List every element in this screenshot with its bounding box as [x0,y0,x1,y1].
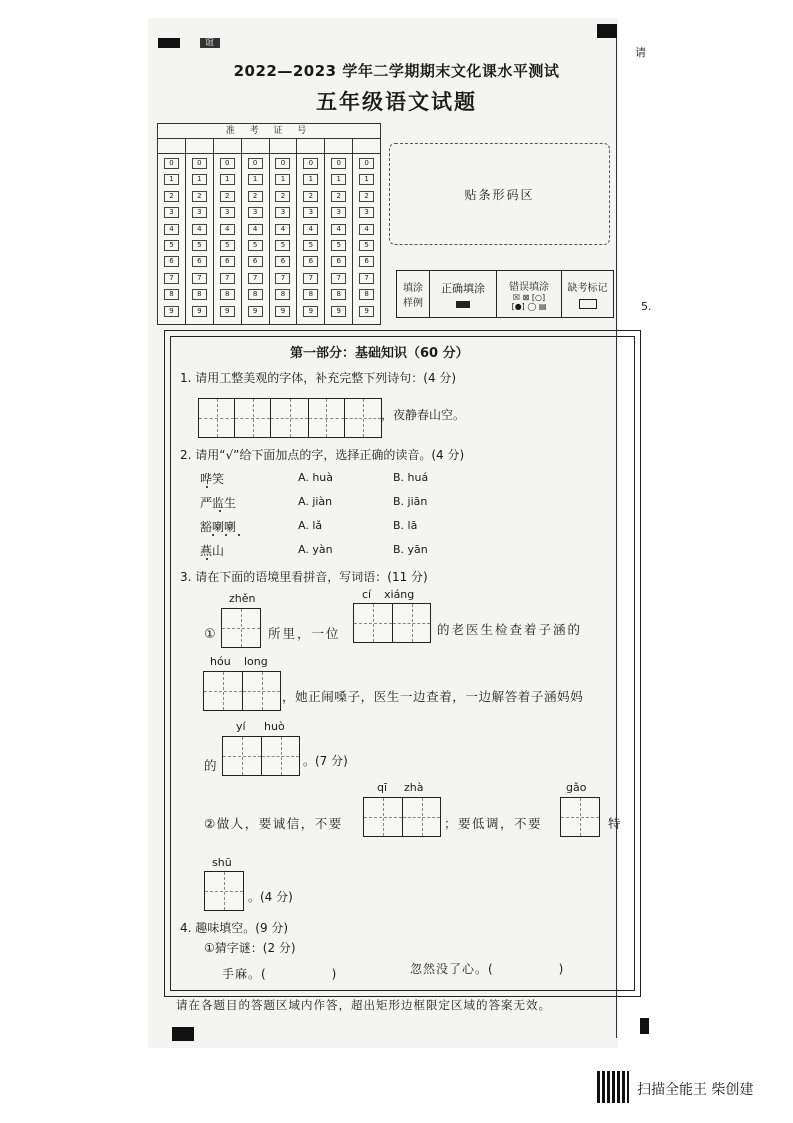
pinyin-xiang: xiáng [384,588,415,601]
corner-label: 谊 [205,38,215,48]
exam-id-digit-bubble[interactable]: 1 [275,174,290,185]
exam-id-digit-bubble[interactable]: 7 [359,273,374,284]
emphasis-dot [206,558,208,560]
exam-id-digit-bubble[interactable]: 0 [331,158,346,169]
pinyin-zha: zhà [404,781,424,794]
exam-id-digit-bubble[interactable]: 3 [303,207,318,218]
emphasis-dot [212,534,214,536]
pinyin-qi: qī [377,781,388,794]
q1-writing-boxes[interactable] [198,398,382,438]
exam-id-digit-bubble[interactable]: 8 [331,289,346,300]
exam-id-digit-bubble[interactable]: 9 [331,306,346,317]
exam-id-digit-bubble[interactable]: 9 [164,306,179,317]
q3-s1-mark: ① [204,627,216,642]
exam-id-digit-bubble[interactable]: 2 [248,191,263,202]
exam-id-digit-bubble[interactable]: 3 [359,207,374,218]
riddle-1[interactable]: 手麻。( ) [222,967,338,981]
exam-id-digit-bubble[interactable]: 9 [275,306,290,317]
exam-id-digit-bubble[interactable]: 4 [220,224,235,235]
answer-box-houlong[interactable] [203,671,281,711]
exam-id-digit-bubble[interactable]: 4 [331,224,346,235]
exam-id-digit-bubble[interactable]: 7 [275,273,290,284]
answer-area-notice: 请在各题目的答题区域内作答，超出矩形边框限定区域的答案无效。 [176,998,551,1012]
exam-id-digit-bubble[interactable]: 2 [359,191,374,202]
exam-id-digit-bubble[interactable]: 4 [192,224,207,235]
exam-id-digit-bubble[interactable]: 8 [248,289,263,300]
exam-id-digit-bubble[interactable]: 0 [248,158,263,169]
exam-id-column [242,154,270,324]
q3-s4-mid: ；要低调，不要 [444,816,543,831]
exam-id-label: 准 考 证 号 [158,124,380,139]
fill-legend [396,270,614,318]
answer-box-qizha[interactable] [363,797,441,837]
exam-id-digit-bubble[interactable]: 7 [164,273,179,284]
pinyin-long: long [244,655,268,668]
exam-id-digit-bubble[interactable]: 7 [303,273,318,284]
exam-id-digit-bubble[interactable]: 8 [164,289,179,300]
exam-id-digit-bubble[interactable]: 8 [303,289,318,300]
exam-id-digit-bubble[interactable]: 0 [220,158,235,169]
wrong-fill-icons-2: [●] ◯ ▤ [511,301,547,311]
exam-id-digit-bubble[interactable]: 1 [331,174,346,185]
next-page-panel [616,38,793,1038]
q4-prompt: 4. 趣味填空。(9 分) [180,921,289,935]
exam-id-column [158,154,186,324]
exam-id-digit-bubble[interactable]: 6 [359,256,374,267]
q2-option-b[interactable]: B. huá [393,471,429,484]
answer-box-gao[interactable] [560,797,600,837]
wrong-fill-icons-1: ☒ ⊠ [○] [512,292,546,302]
legend-sample-label-1: 填涂 [403,283,423,294]
q1-poem-tail: ，夜静春山空。 [381,408,466,422]
exam-id-digit-bubble[interactable]: 2 [331,191,346,202]
exam-id-digit-bubble[interactable]: 6 [303,256,318,267]
riddle-2[interactable]: 忽然没了心。( ) [410,962,565,976]
pinyin-zhen: zhěn [229,592,256,605]
pinyin-ci: cí [362,588,372,601]
legend-sample-cell [397,271,430,317]
exam-id-digit-bubble[interactable]: 4 [275,224,290,235]
exam-id-column [214,154,242,324]
exam-id-digit-bubble[interactable]: 2 [164,191,179,202]
exam-id-digit-bubble[interactable]: 0 [359,158,374,169]
exam-id-digit-bubble[interactable]: 6 [192,256,207,267]
exam-id-digit-bubble[interactable]: 5 [331,240,346,251]
exam-id-digit-bubble[interactable]: 2 [275,191,290,202]
exam-id-digit-bubble[interactable]: 6 [248,256,263,267]
exam-id-digit-bubble[interactable]: 0 [192,158,207,169]
q2-word: 哗笑 [200,472,225,486]
legend-wrong-cell [497,271,562,317]
exam-id-column [186,154,214,324]
exam-id-digit-bubble[interactable]: 1 [164,174,179,185]
exam-id-digit-bubble[interactable]: 3 [220,207,235,218]
pinyin-yi: yí [236,720,246,733]
q2-word: 豁喇喇 [200,520,237,534]
exam-id-digit-bubble[interactable]: 6 [164,256,179,267]
q2-prompt: 2. 请用“√”给下面加点的字，选择正确的读音。(4 分) [180,448,465,462]
exam-id-digit-bubble[interactable]: 9 [192,306,207,317]
exam-title: 2022—2023 学年二学期期末文化课水平测试 [233,62,560,80]
exam-id-digit-bubble[interactable]: 3 [248,207,263,218]
correct-fill-icon [456,301,470,308]
qr-code-icon [597,1071,629,1103]
exam-id-digit-bubble[interactable]: 7 [331,273,346,284]
emphasis-dot [225,534,227,536]
exam-id-digit-bubble[interactable]: 2 [220,191,235,202]
exam-id-digit-bubble[interactable]: 3 [331,207,346,218]
exam-id-digit-bubble[interactable]: 0 [303,158,318,169]
q2-word: 严监生 [200,496,237,510]
legend-correct-label: 正确填涂 [441,282,485,295]
exam-id-digit-bubble[interactable]: 3 [192,207,207,218]
answer-box-cixiang[interactable] [353,603,431,643]
pinyin-shu: shū [212,856,232,869]
exam-id-digit-bubble[interactable]: 8 [275,289,290,300]
exam-id-digit-bubble[interactable]: 7 [192,273,207,284]
exam-id-digit-bubble[interactable]: 2 [192,191,207,202]
emphasis-dot [238,534,240,536]
exam-id-digit-bubble[interactable]: 5 [192,240,207,251]
exam-id-digit-bubble[interactable]: 5 [220,240,235,251]
exam-id-digit-bubble[interactable]: 1 [220,174,235,185]
exam-id-column [270,154,298,324]
alignment-mark-top-right [597,24,617,38]
exam-id-digit-bubble[interactable]: 6 [220,256,235,267]
legend-absent-label: 缺考标记 [567,283,608,294]
exam-id-digit-bubble[interactable]: 9 [248,306,263,317]
q3-s3-start: 的 [204,758,217,773]
exam-id-column [353,154,380,324]
exam-id-digit-bubble[interactable]: 1 [192,174,207,185]
q2-option-a[interactable]: A. yàn [298,543,333,556]
q2-option-b[interactable]: B. yān [393,543,428,556]
exam-id-digit-bubble[interactable]: 5 [303,240,318,251]
q3-s1-end: 的老医生检查着子涵的 [437,622,583,637]
legend-correct-cell [430,271,497,317]
exam-id-digit-bubble[interactable]: 8 [220,289,235,300]
part1-heading: 第一部分：基础知识（60 分） [290,346,469,361]
q2-option-b[interactable]: B. lā [393,519,418,532]
exam-id-digit-bubble[interactable]: 8 [359,289,374,300]
emphasis-dot [219,510,221,512]
barcode-area: 贴条形码区 [389,143,610,245]
exam-id-digit-bubble[interactable]: 6 [331,256,346,267]
right-panel-item-no: 5. [641,300,652,313]
exam-id-digit-bubble[interactable]: 1 [248,174,263,185]
absent-mark-box[interactable] [579,299,597,309]
exam-id-digit-bubble[interactable]: 3 [164,207,179,218]
exam-id-digit-bubble[interactable]: 6 [275,256,290,267]
exam-id-digit-bubble[interactable]: 1 [303,174,318,185]
emphasis-dot [206,486,208,488]
exam-id-digit-bubble[interactable]: 3 [275,207,290,218]
q3-s3-end: 。(7 分) [303,754,348,768]
scanner-watermark: 扫描全能王 柴创建 [637,1082,754,1098]
exam-id-digit-bubble[interactable]: 8 [192,289,207,300]
q2-option-a[interactable]: A. huà [298,471,334,484]
exam-id-digit-bubble[interactable]: 2 [303,191,318,202]
exam-id-digit-bubble[interactable]: 9 [359,306,374,317]
exam-id-column [297,154,325,324]
legend-absent-cell [562,271,613,317]
exam-id-digit-bubble[interactable]: 4 [248,224,263,235]
q3-s1-mid: 所里，一位 [268,626,341,641]
exam-id-digit-bubble[interactable]: 0 [275,158,290,169]
legend-sample-label-2: 样例 [403,298,423,309]
exam-id-digit-bubble[interactable]: 1 [359,174,374,185]
q3-prompt: 3. 请在下面的语境里看拼音，写词语：(11 分) [180,570,428,584]
pinyin-huo: huò [264,720,285,733]
q3-s2: ，她正闹嗓子，医生一边查着，一边解答着子涵妈妈 [282,689,584,704]
alignment-mark-bottom-left [172,1027,194,1041]
exam-subtitle: 五年级语文试题 [316,90,477,114]
exam-id-digit-bubble[interactable]: 9 [303,306,318,317]
exam-id-digit-bubble[interactable]: 0 [164,158,179,169]
exam-id-digit-bubble[interactable]: 5 [164,240,179,251]
exam-id-digit-bubble[interactable]: 4 [164,224,179,235]
exam-id-digit-bubble[interactable]: 5 [248,240,263,251]
exam-id-digit-bubble[interactable]: 9 [220,306,235,317]
q2-option-a[interactable]: A. jiàn [298,495,333,508]
q2-word: 燕山 [200,544,225,558]
q3-s4-start: ②做人，要诚信，不要 [204,816,343,831]
exam-id-digit-bubble[interactable]: 7 [248,273,263,284]
exam-id-column [325,154,353,324]
q2-option-b[interactable]: B. jiān [393,495,428,508]
exam-id-digit-bubble[interactable]: 4 [359,224,374,235]
q3-s4-end: 特 [608,816,621,831]
exam-id-blank-row[interactable] [158,139,380,154]
answer-box-shu[interactable] [204,871,244,911]
exam-id-digit-bubble[interactable]: 5 [275,240,290,251]
q2-option-a[interactable]: A. lǎ [298,519,323,532]
exam-id-digit-bubble[interactable]: 7 [220,273,235,284]
alignment-mark-top-left [158,38,180,48]
q1-prompt: 1. 请用工整美观的字体，补充完整下列诗句：(4 分) [180,371,457,385]
answer-box-zhen[interactable] [221,608,261,648]
exam-id-digit-bubble[interactable]: 4 [303,224,318,235]
exam-id-digit-bubble[interactable]: 5 [359,240,374,251]
pinyin-gao: gǎo [566,781,587,794]
legend-wrong-label: 错误填涂 [509,281,549,293]
right-panel-top-text: 请 [635,46,646,59]
pinyin-hou: hóu [210,655,231,668]
q3-s5-end: 。(4 分) [248,890,293,904]
exam-id-grid [157,123,381,325]
q4-sub-prompt: ①猜字谜：(2 分) [204,941,296,955]
answer-box-yihuo[interactable] [222,736,300,776]
exam-id-columns [158,154,380,324]
